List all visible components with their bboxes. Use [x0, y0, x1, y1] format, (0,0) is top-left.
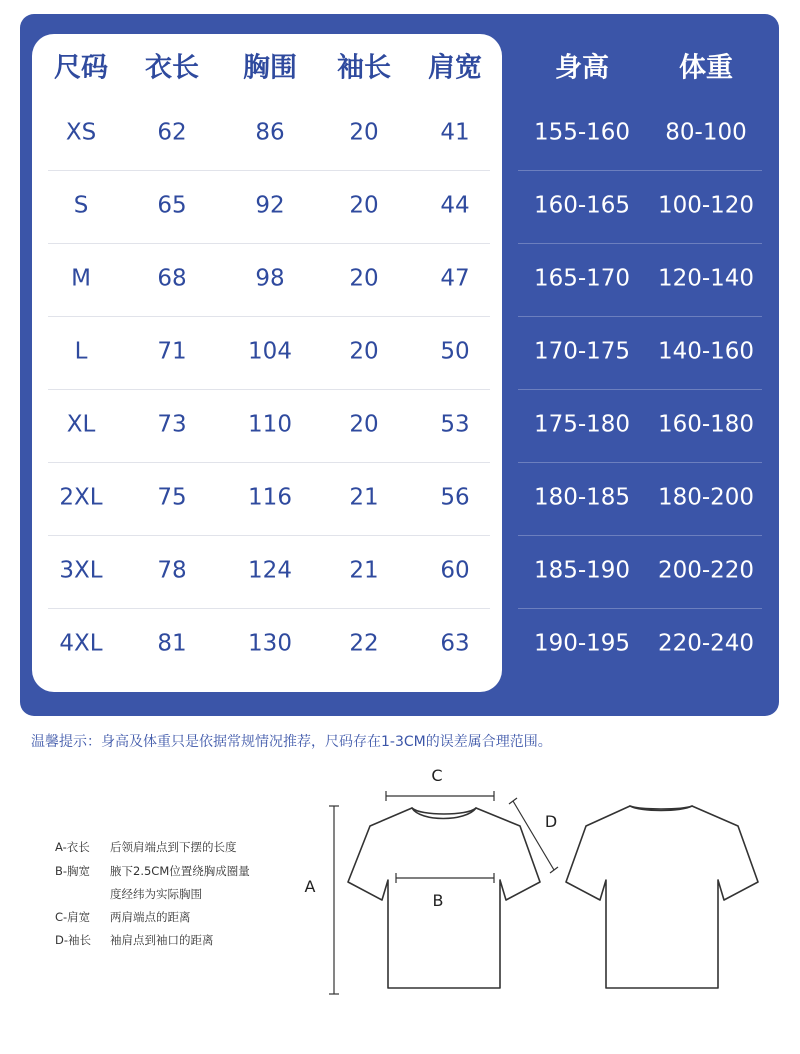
cell-chest: 86: [255, 119, 285, 146]
cell-sleeve: 20: [349, 411, 379, 438]
cell-length: 68: [157, 265, 187, 292]
cell-height: 175-180: [533, 411, 631, 438]
cell-chest: 130: [248, 630, 292, 657]
cell-shoulder: 50: [440, 338, 470, 365]
cell-length: 81: [157, 630, 187, 657]
cell-sleeve: 20: [349, 192, 379, 219]
legend-b-desc2: 度经纬为实际胸围: [110, 887, 202, 901]
cell-chest: 110: [248, 411, 292, 438]
front-tshirt-collar: [412, 808, 476, 814]
cell-shoulder: 60: [440, 557, 470, 584]
cell-size: XL: [66, 411, 96, 438]
cell-height: 165-170: [533, 265, 631, 292]
cell-chest: 124: [248, 557, 292, 584]
cell-chest: 116: [248, 484, 292, 511]
cell-length: 65: [157, 192, 187, 219]
header-weight: 体重: [679, 52, 733, 84]
cell-weight: 140-160: [657, 338, 755, 365]
cell-height: 170-175: [533, 338, 631, 365]
cell-weight: 180-200: [657, 484, 755, 511]
cell-size: L: [74, 338, 88, 365]
cell-length: 78: [157, 557, 187, 584]
cell-size: 2XL: [59, 484, 103, 511]
cell-shoulder: 47: [440, 265, 470, 292]
cell-shoulder: 63: [440, 630, 470, 657]
cell-size: M: [71, 265, 91, 292]
legend-a-key: A-衣长: [55, 840, 90, 854]
header-chest: 胸围: [243, 52, 297, 84]
legend-d-desc: 袖肩点到袖口的距离: [110, 933, 214, 947]
cell-height: 160-165: [533, 192, 631, 219]
size-tip: 温馨提示：身高及体重只是依据常规情况推荐，尺码存在1-3CM的误差属合理范围。: [31, 734, 552, 750]
cell-chest: 98: [255, 265, 285, 292]
label-d: D: [544, 812, 558, 831]
cell-weight: 100-120: [657, 192, 755, 219]
legend-c-desc: 两肩端点的距离: [110, 910, 191, 924]
cell-shoulder: 53: [440, 411, 470, 438]
cell-shoulder: 44: [440, 192, 470, 219]
cell-height: 185-190: [533, 557, 631, 584]
cell-length: 73: [157, 411, 187, 438]
cell-height: 155-160: [533, 119, 631, 146]
cell-sleeve: 22: [349, 630, 379, 657]
cell-weight: 200-220: [657, 557, 755, 584]
cell-sleeve: 20: [349, 338, 379, 365]
label-c: C: [431, 766, 443, 785]
cell-size: 3XL: [59, 557, 103, 584]
cell-weight: 80-100: [665, 119, 747, 146]
header-size: 尺码: [54, 52, 108, 84]
cell-sleeve: 20: [349, 265, 379, 292]
cell-length: 62: [157, 119, 187, 146]
cell-size: XS: [65, 119, 97, 146]
back-tshirt-collar: [630, 806, 692, 809]
cell-chest: 92: [255, 192, 285, 219]
cell-height: 190-195: [533, 630, 631, 657]
cell-sleeve: 21: [349, 557, 379, 584]
front-tshirt-outline: [348, 808, 540, 988]
cell-length: 71: [157, 338, 187, 365]
legend-c-key: C-肩宽: [55, 910, 91, 924]
cell-shoulder: 56: [440, 484, 470, 511]
cell-length: 75: [157, 484, 187, 511]
legend-d-key: D-袖长: [55, 933, 92, 947]
cell-weight: 160-180: [657, 411, 755, 438]
header-length: 衣长: [145, 52, 199, 84]
cell-weight: 120-140: [657, 265, 755, 292]
header-height: 身高: [555, 52, 609, 84]
label-b: B: [432, 891, 444, 910]
legend-a-desc: 后领肩端点到下摆的长度: [110, 840, 237, 854]
cell-shoulder: 41: [440, 119, 470, 146]
cell-height: 180-185: [533, 484, 631, 511]
legend-b-key: B-胸宽: [55, 864, 91, 878]
back-tshirt-outline: [566, 806, 758, 988]
label-a: A: [304, 877, 316, 896]
cell-sleeve: 20: [349, 119, 379, 146]
legend-b-desc: 腋下2.5CM位置绕胸成圈量: [110, 864, 250, 878]
cell-chest: 104: [248, 338, 292, 365]
cell-weight: 220-240: [657, 630, 755, 657]
header-sleeve: 袖长: [337, 52, 391, 84]
cell-sleeve: 21: [349, 484, 379, 511]
header-shoulder: 肩宽: [428, 52, 482, 84]
cell-size: S: [73, 192, 89, 219]
cell-size: 4XL: [59, 630, 103, 657]
